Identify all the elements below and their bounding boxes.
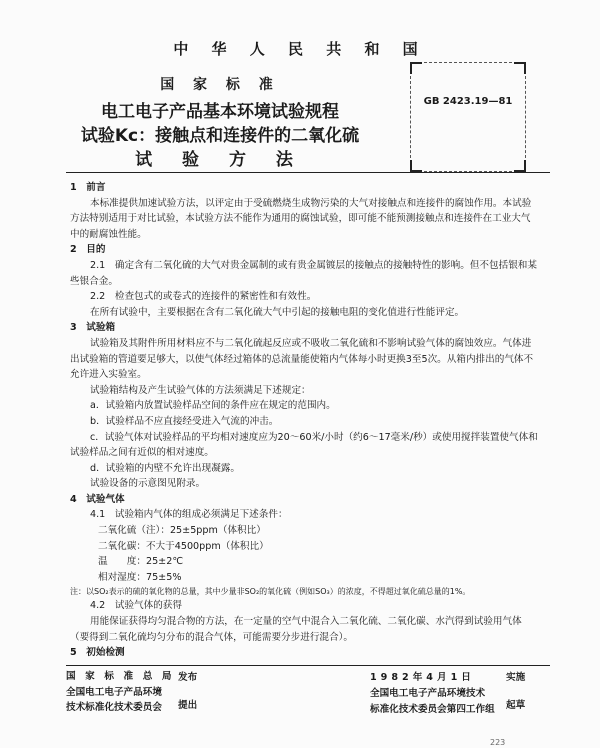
proposer-org-line-2: 技术标准化技术委员会 (66, 702, 162, 713)
body-paragraph: 4.1 试验箱内气体的组成必须满足下述条件： (90, 509, 288, 521)
body-paragraph: 试验箱结构及产生试验气体的方法须满足下述规定： (90, 384, 311, 396)
body-paragraph: 在所有试验中，主要根据在含有二氧化硫大气中引起的接触电阻的变化值进行性能评定。 (90, 306, 465, 318)
spec-line: 二氧化碳：不大于4500ppm（体积比） (98, 540, 269, 552)
section-heading: 2 目的 (70, 244, 106, 256)
document-body (70, 180, 540, 661)
footer-divider (66, 665, 550, 666)
implementation-date: 1982年4月1日 (370, 672, 475, 683)
section-heading: 5 初始检测 (70, 647, 125, 659)
standard-code: GB 2423.19—81 (423, 96, 513, 107)
country-name: 中 华 人 民 共 和 国 (173, 40, 427, 58)
body-paragraph: 4.2 试验气体的获得 (90, 600, 183, 612)
title-line-3: 试 验 方 法 (135, 150, 305, 170)
header-divider (66, 172, 550, 173)
standard-type-label: 国 家 标 准 (160, 77, 280, 93)
body-paragraph: 本标准提供加速试验方法，以评定由于受硫燃烧生成物污染的大气对接触点和连接件的腐蚀作用。本试验方法特别适用于对比试验，本试验方法不能作为通用的腐蚀试验，即可能不能预测接触点和连接件在工业大气中的耐腐蚀性能。 (70, 197, 532, 240)
drafter-org-line-1: 全国电工电子产品环境技术 (370, 688, 486, 699)
drafter-org-line-2: 标准化技术委员会第四工作组 (370, 703, 495, 715)
spec-line: 相对湿度：75±5% (98, 571, 182, 583)
body-paragraph: 试验设备的示意图见附录。 (90, 478, 206, 490)
body-paragraph: 2.2 检查包式的或卷式的连接件的紧密性和有效性。 (90, 291, 317, 303)
spec-line: 二氧化硫（注）：25±5ppm（体积比） (98, 525, 266, 537)
title-line-1: 电工电子产品基本环境试验规程 (101, 102, 339, 122)
title-line-2: 试验Kc：接触点和连接件的二氧化硫 (80, 126, 360, 146)
body-paragraph: b．试验样品不应直接经受进入气流的冲击。 (90, 415, 279, 427)
implement-label: 实施 (506, 672, 526, 683)
section-heading: 4 试验气体 (70, 493, 125, 505)
body-paragraph: 试验箱及其附件所用材料应不与二氧化硫起反应或不吸收二氧化硫和不影响试验气体的腐蚀效应。气体进出试验箱的管道要足够大，以使气体经过箱体的总流量能使箱内气体每小时更换3至5次。从箱内排出的气体不允许进入实验室。 (70, 337, 534, 381)
body-paragraph: c．试验气体对试验样品的平均相对速度应为20～60米/小时（约6～17毫米/秒）或使用搅拌装置使气体和试验样品之间有近似的相对速度。 (70, 431, 538, 459)
footnote: 注：以SO₂表示的硫的氧化物的总量，其中少量非SO₂的氧化硫（例如SO₃）的浓度，不得超过氧化硫总量的1%。 (70, 587, 471, 597)
footer-left-orgs (66, 669, 178, 716)
standard-code-box (410, 62, 526, 172)
body-paragraph: 2.1 确定含有二氧化硫的大气对贵金属制的或有贵金属镀层的接触点的接触特性的影响。但不包括银和某些银合金。 (70, 259, 537, 287)
spec-line: 温 度：25±2℃ (98, 556, 184, 568)
issuer-org: 国 家 标 准 总 局 (66, 671, 172, 682)
body-paragraph: d．试验箱的内壁不允许出现凝露。 (90, 462, 240, 474)
proposer-org-line-1: 全国电工电子产品环境 (66, 686, 162, 698)
page-number: 223 (490, 738, 506, 747)
propose-label: 提出 (178, 700, 198, 711)
body-paragraph: a．试验箱内放置试验样品空间的条件应在规定的范围内。 (90, 400, 336, 412)
publish-label: 发布 (178, 672, 198, 683)
draft-label: 起草 (506, 700, 526, 711)
section-heading: 1 前言 (70, 182, 106, 193)
section-heading: 3 试验箱 (70, 322, 116, 334)
body-paragraph: 用能保证获得均匀混合物的方法，在一定量的空气中混合入二氧化硫、二氧化碳、水汽得到试验用气体（要得到二氧化硫均匀分布的混合气体，可能需要分步进行混合）。 (70, 616, 522, 643)
drafter-orgs (370, 686, 495, 717)
